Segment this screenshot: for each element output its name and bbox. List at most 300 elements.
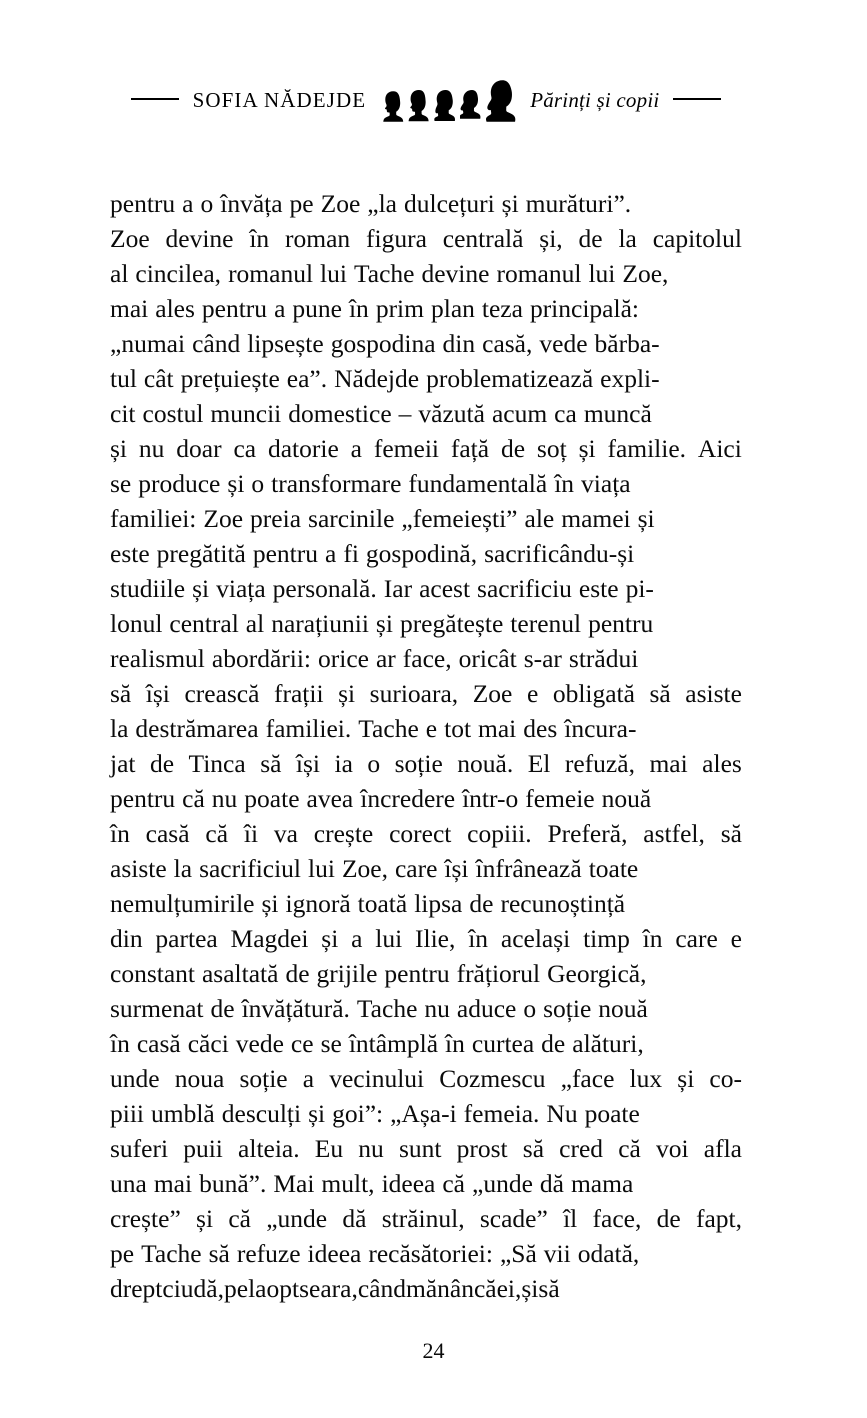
body-word: întâmplă [348,1029,439,1058]
body-word: la [248,1274,267,1303]
body-word: a [302,1064,315,1093]
body-word: acest [419,574,471,603]
body-word: căci [187,1029,229,1058]
body-word: prim [375,294,424,323]
body-word: sacrificiu [477,574,572,603]
body-word: roman [285,224,351,253]
body-word: recunoștință [500,889,626,918]
body-word: se [110,469,132,498]
body-word: alături, [572,1029,644,1058]
body-word: familie. [607,434,687,463]
body-word: mai [478,714,517,743]
body-word: pentru [384,959,450,988]
body-word: ca [554,399,577,428]
body-word: gospodina [330,329,436,358]
body-word: pregătește [399,609,504,638]
body-word: dulcețuri [404,189,495,218]
body-word: învăța [220,189,283,218]
body-word: seara, [299,1274,358,1303]
body-word: Magdei [230,924,309,953]
body-word: este [110,539,150,568]
body-line [110,956,742,991]
body-word: Zoe [203,504,244,533]
body-word: ales [702,749,742,778]
body-word: principală: [529,294,639,323]
body-word: unde [110,1064,160,1093]
body-word: vede [235,1029,284,1058]
body-word: al [110,259,129,288]
body-word: femeia. [463,1099,540,1128]
body-word: și [110,434,128,463]
body-word: dă [539,1169,564,1198]
body-word: văzută [418,399,485,428]
body-word: că [182,784,205,813]
body-word: și [375,609,393,638]
body-word: ale [524,504,555,533]
body-word: fi [343,539,359,568]
body-word: voi [656,1134,689,1163]
body-word: și, [539,224,563,253]
running-head-author: SOFIA NĂDEJDE [192,87,367,112]
body-word: opt [266,1274,300,1303]
body-word: în [110,1029,130,1058]
body-word: vii [543,1239,571,1268]
body-word: a [351,924,363,953]
body-word: Iar [383,574,413,603]
body-word: pregătită [156,539,246,568]
body-word: casă [136,1029,181,1058]
body-word: prețuiește [180,364,280,393]
body-word: Tache [141,1239,202,1268]
body-word: bărba- [594,329,660,358]
body-word: afla [703,1134,742,1163]
body-word: soție [543,994,592,1023]
body-word: Zoe [320,189,361,218]
body-word: Aici [697,434,742,463]
body-word: la [173,854,193,883]
body-word: toată [357,889,408,918]
body-word: face, [402,644,452,673]
running-head [110,78,742,122]
body-word: Mai [273,1169,315,1198]
body-word: încredere [360,784,456,813]
body-word: lipsește [247,329,324,358]
body-word: și [637,504,655,533]
body-word: jat [110,749,136,778]
body-word: des [523,714,558,743]
body-word: drept [110,1274,163,1303]
body-word: pentru [588,609,654,638]
body-word: costul [142,399,204,428]
body-word: realismul [110,644,205,673]
body-word: gospodină, [365,539,478,568]
body-word: mai [649,749,688,778]
body-line [110,186,742,221]
body-word: domestice [288,399,392,428]
body-word: să [649,679,671,708]
body-word: a [182,189,194,218]
body-word: o [523,994,537,1023]
body-word: nouă [598,994,648,1023]
body-word: tot [444,714,472,743]
body-word: soț [536,434,567,463]
body-word: prost [456,1134,508,1163]
body-word: ce [290,1029,314,1058]
body-word: „la [367,189,398,218]
body-word: fapt, [695,1204,742,1233]
body-word: plan [430,294,475,323]
body-word: alteia. [238,1134,300,1163]
body-word: soție [239,1064,288,1093]
body-word: scade” [479,1204,548,1233]
body-word: „numai [110,329,186,358]
body-word: asaltată [201,959,279,988]
body-word: goi”: [332,1099,384,1128]
body-line [110,851,742,886]
body-word: de [578,224,603,253]
body-word: partea [155,924,218,953]
body-word: asiste [685,679,742,708]
body-word: nu [138,434,165,463]
body-line [110,1271,742,1306]
body-line [110,991,742,1026]
body-word: ei, [496,1274,522,1303]
body-word: ia [334,749,353,778]
body-word: sacrificiul [199,854,302,883]
body-word: mamei [561,504,631,533]
body-line [110,1096,742,1131]
body-word: romanul [496,259,582,288]
body-word: ignoră [285,889,351,918]
body-word: El [527,749,551,778]
body-word: capitolul [652,224,742,253]
body-word: Tache [358,714,419,743]
body-word: al [245,609,265,638]
body-word: pe [289,189,314,218]
body-word: o [251,469,265,498]
body-word: ales [155,294,195,323]
body-word: e [425,714,438,743]
body-line [110,396,742,431]
body-word: nu [424,994,450,1023]
body-line [110,746,742,781]
body-word: din [442,329,476,358]
body-word: lui [308,854,335,883]
body-word: Zoe [472,679,513,708]
body-word: de [210,994,235,1023]
body-word: de [500,434,526,463]
body-word: și [321,924,339,953]
body-word: pe [224,1274,249,1303]
body-word: pentru [201,294,268,323]
body-word: că [205,819,229,848]
body-word: crească [184,679,260,708]
body-word: produce [138,469,221,498]
body-word: centrală [442,224,524,253]
body-word: ea”. [286,364,328,393]
body-word: de [149,749,175,778]
child-silhouette-icon-4 [460,89,482,122]
body-word: și [308,1099,326,1128]
body-word: și [196,1204,214,1233]
body-line [110,221,742,256]
body-word: devine [165,224,234,253]
body-word: „unde [472,1169,533,1198]
body-word: să [538,1274,560,1303]
body-word: puii [183,1134,223,1163]
body-word: cât [143,364,174,393]
body-word: mănâncă [405,1274,497,1303]
body-word: Preferă, [547,819,628,848]
running-head-rule-left [131,98,179,100]
body-word: față [450,434,490,463]
body-word: de [541,1029,566,1058]
body-word: pentru [110,784,176,813]
body-word: crește” [110,1204,181,1233]
body-word: abordării: [211,644,312,673]
body-word: recăsătoriei: [368,1239,493,1268]
body-text [110,186,742,1306]
body-word: tul [110,364,137,393]
body-line [110,536,742,571]
family-silhouettes-ornament [382,78,516,122]
body-line [110,921,742,956]
body-word: poate [244,784,300,813]
body-word: în [249,224,270,253]
body-word: că [618,1134,641,1163]
body-word: în [554,469,575,498]
body-word: corect [389,819,452,848]
body-line [110,1201,742,1236]
body-word: femeii [373,434,439,463]
page-number: 24 [422,1338,445,1363]
body-word: lui [588,259,616,288]
body-word: noua [174,1064,225,1093]
body-word: a [325,539,337,568]
body-word: frații [274,679,324,708]
body-word: o [367,749,381,778]
body-word: Tinca [188,749,246,778]
body-word: desculți [221,1099,302,1128]
body-word: datorie [267,434,339,463]
body-word: terenul [510,609,582,638]
body-word: bună”. [199,1169,267,1198]
body-word: când [357,1274,406,1303]
body-word: figura [366,224,427,253]
body-word: umblă [151,1099,215,1128]
body-word: co- [709,1064,742,1093]
body-word: frățiorul [456,959,541,988]
body-word: și [192,574,210,603]
body-word: își [444,854,469,883]
body-line [110,571,742,606]
body-word: devine [421,259,490,288]
body-line [110,326,742,361]
body-word: Cozmescu [439,1064,546,1093]
body-word: Nădejde [334,364,420,393]
body-word: o [200,189,214,218]
body-line [110,816,742,851]
body-word: refuză, [564,749,635,778]
body-word: același [500,924,571,953]
body-word: studiile [110,574,186,603]
body-word: transformare [271,469,402,498]
body-word: grijile [316,959,378,988]
body-word: e [730,924,742,953]
body-line [110,501,742,536]
body-word: nouă [601,784,652,813]
body-word: nu [211,784,238,813]
body-word: de [469,889,494,918]
body-word: e [526,679,539,708]
body-word: surioara, [369,679,459,708]
body-word: asiste [110,854,167,883]
body-word: îi [243,819,259,848]
body-word: murături”. [525,189,632,218]
running-head-title: Părinți și copii [530,87,660,112]
child-silhouette-icon-2 [408,89,430,122]
body-word: casă, [482,329,533,358]
body-word: familiei: [110,504,197,533]
body-word: cincilea, [135,259,222,288]
body-word: piii [110,1099,145,1128]
body-word: toate [588,854,639,883]
body-word: romanul [228,259,314,288]
body-word: odată, [577,1239,640,1268]
body-word: în [642,924,663,953]
body-word: că [228,1204,251,1233]
body-word: mai [153,1169,193,1198]
body-word: lux [629,1064,663,1093]
body-word: „unde [266,1204,328,1233]
body-word: își [295,749,321,778]
body-word: în [348,294,369,323]
body-word: femeie [525,784,595,813]
body-word: înfrânează [475,854,582,883]
body-word: pune [292,294,342,323]
body-word: a [274,294,286,323]
body-word: oricât [458,644,517,673]
body-word: și [261,889,279,918]
body-word: muncii [210,399,282,428]
body-word: de [656,1204,681,1233]
body-line [110,711,742,746]
body-word: în [445,1029,465,1058]
body-line [110,1166,742,1201]
body-line [110,1131,742,1166]
body-word: a [350,434,362,463]
body-word: și [521,1274,539,1303]
body-word: lui [375,924,403,953]
body-word: străinul, [381,1204,465,1233]
body-word: Tache [353,259,415,288]
body-word: „Să [499,1239,537,1268]
body-line [110,1236,742,1271]
body-word: astfel, [643,819,705,848]
body-word: suferi [110,1134,169,1163]
body-word: mult, [321,1169,375,1198]
body-line [110,886,742,921]
body-word: din [110,924,143,953]
body-word: la [618,224,637,253]
body-word: face, [592,1204,642,1233]
body-word: vede [539,329,588,358]
body-word: și [501,189,519,218]
body-line [110,676,742,711]
body-word: să [522,1134,545,1163]
body-word: care [675,924,718,953]
body-word: teza [481,294,523,323]
body-word: îl [563,1204,578,1233]
body-word: sunt [398,1134,442,1163]
body-word: personală. [272,574,377,603]
body-word: pentru [110,189,176,218]
body-word: încura- [564,714,637,743]
body-word: mai [110,294,149,323]
body-word: Ilie, [415,924,456,953]
body-word: nu [358,1134,384,1163]
body-line [110,781,742,816]
body-word: constant [110,959,195,988]
adult-silhouette-icon [486,79,516,122]
body-word: în [110,819,130,848]
body-line [110,256,742,291]
running-head-rule-right [673,98,721,100]
body-word: refuze [236,1239,301,1268]
body-word: una [110,1169,147,1198]
body-word: Nu [546,1099,578,1128]
body-word: lui [320,259,347,288]
body-word: vecinului [329,1064,425,1093]
body-word: „Așa-i [390,1099,457,1128]
body-word: s-ar [523,644,562,673]
body-word: „face [560,1064,615,1093]
body-word: orice [318,644,369,673]
body-word: expli- [600,364,660,393]
body-word: să [208,1239,230,1268]
body-word: timp [583,924,630,953]
body-word: fundamentală [408,469,548,498]
body-word: – [398,399,412,428]
body-word: central [169,609,239,638]
body-line [110,641,742,676]
body-line [110,361,742,396]
body-word: lonul [110,609,163,638]
body-word: lipsa [414,889,463,918]
body-word: curtea [471,1029,535,1058]
body-word: și [677,1064,695,1093]
body-word: soție [394,749,443,778]
body-word: este [578,574,619,603]
body-word: și [227,469,245,498]
body-word: viața [581,469,631,498]
body-word: pe [110,1239,135,1268]
body-word: Eu [314,1134,344,1163]
body-word: doar [176,434,222,463]
body-word: crește [313,819,374,848]
body-word: viața [216,574,266,603]
body-word: pi- [625,574,654,603]
body-word: ca [233,434,257,463]
child-silhouette-icon-3 [434,89,456,122]
body-word: ar [375,644,396,673]
body-word: ideea [307,1239,362,1268]
body-word: cred [559,1134,604,1163]
body-line [110,431,742,466]
body-word: și [338,679,356,708]
body-word: obligată [552,679,635,708]
body-word: mama [570,1169,634,1198]
